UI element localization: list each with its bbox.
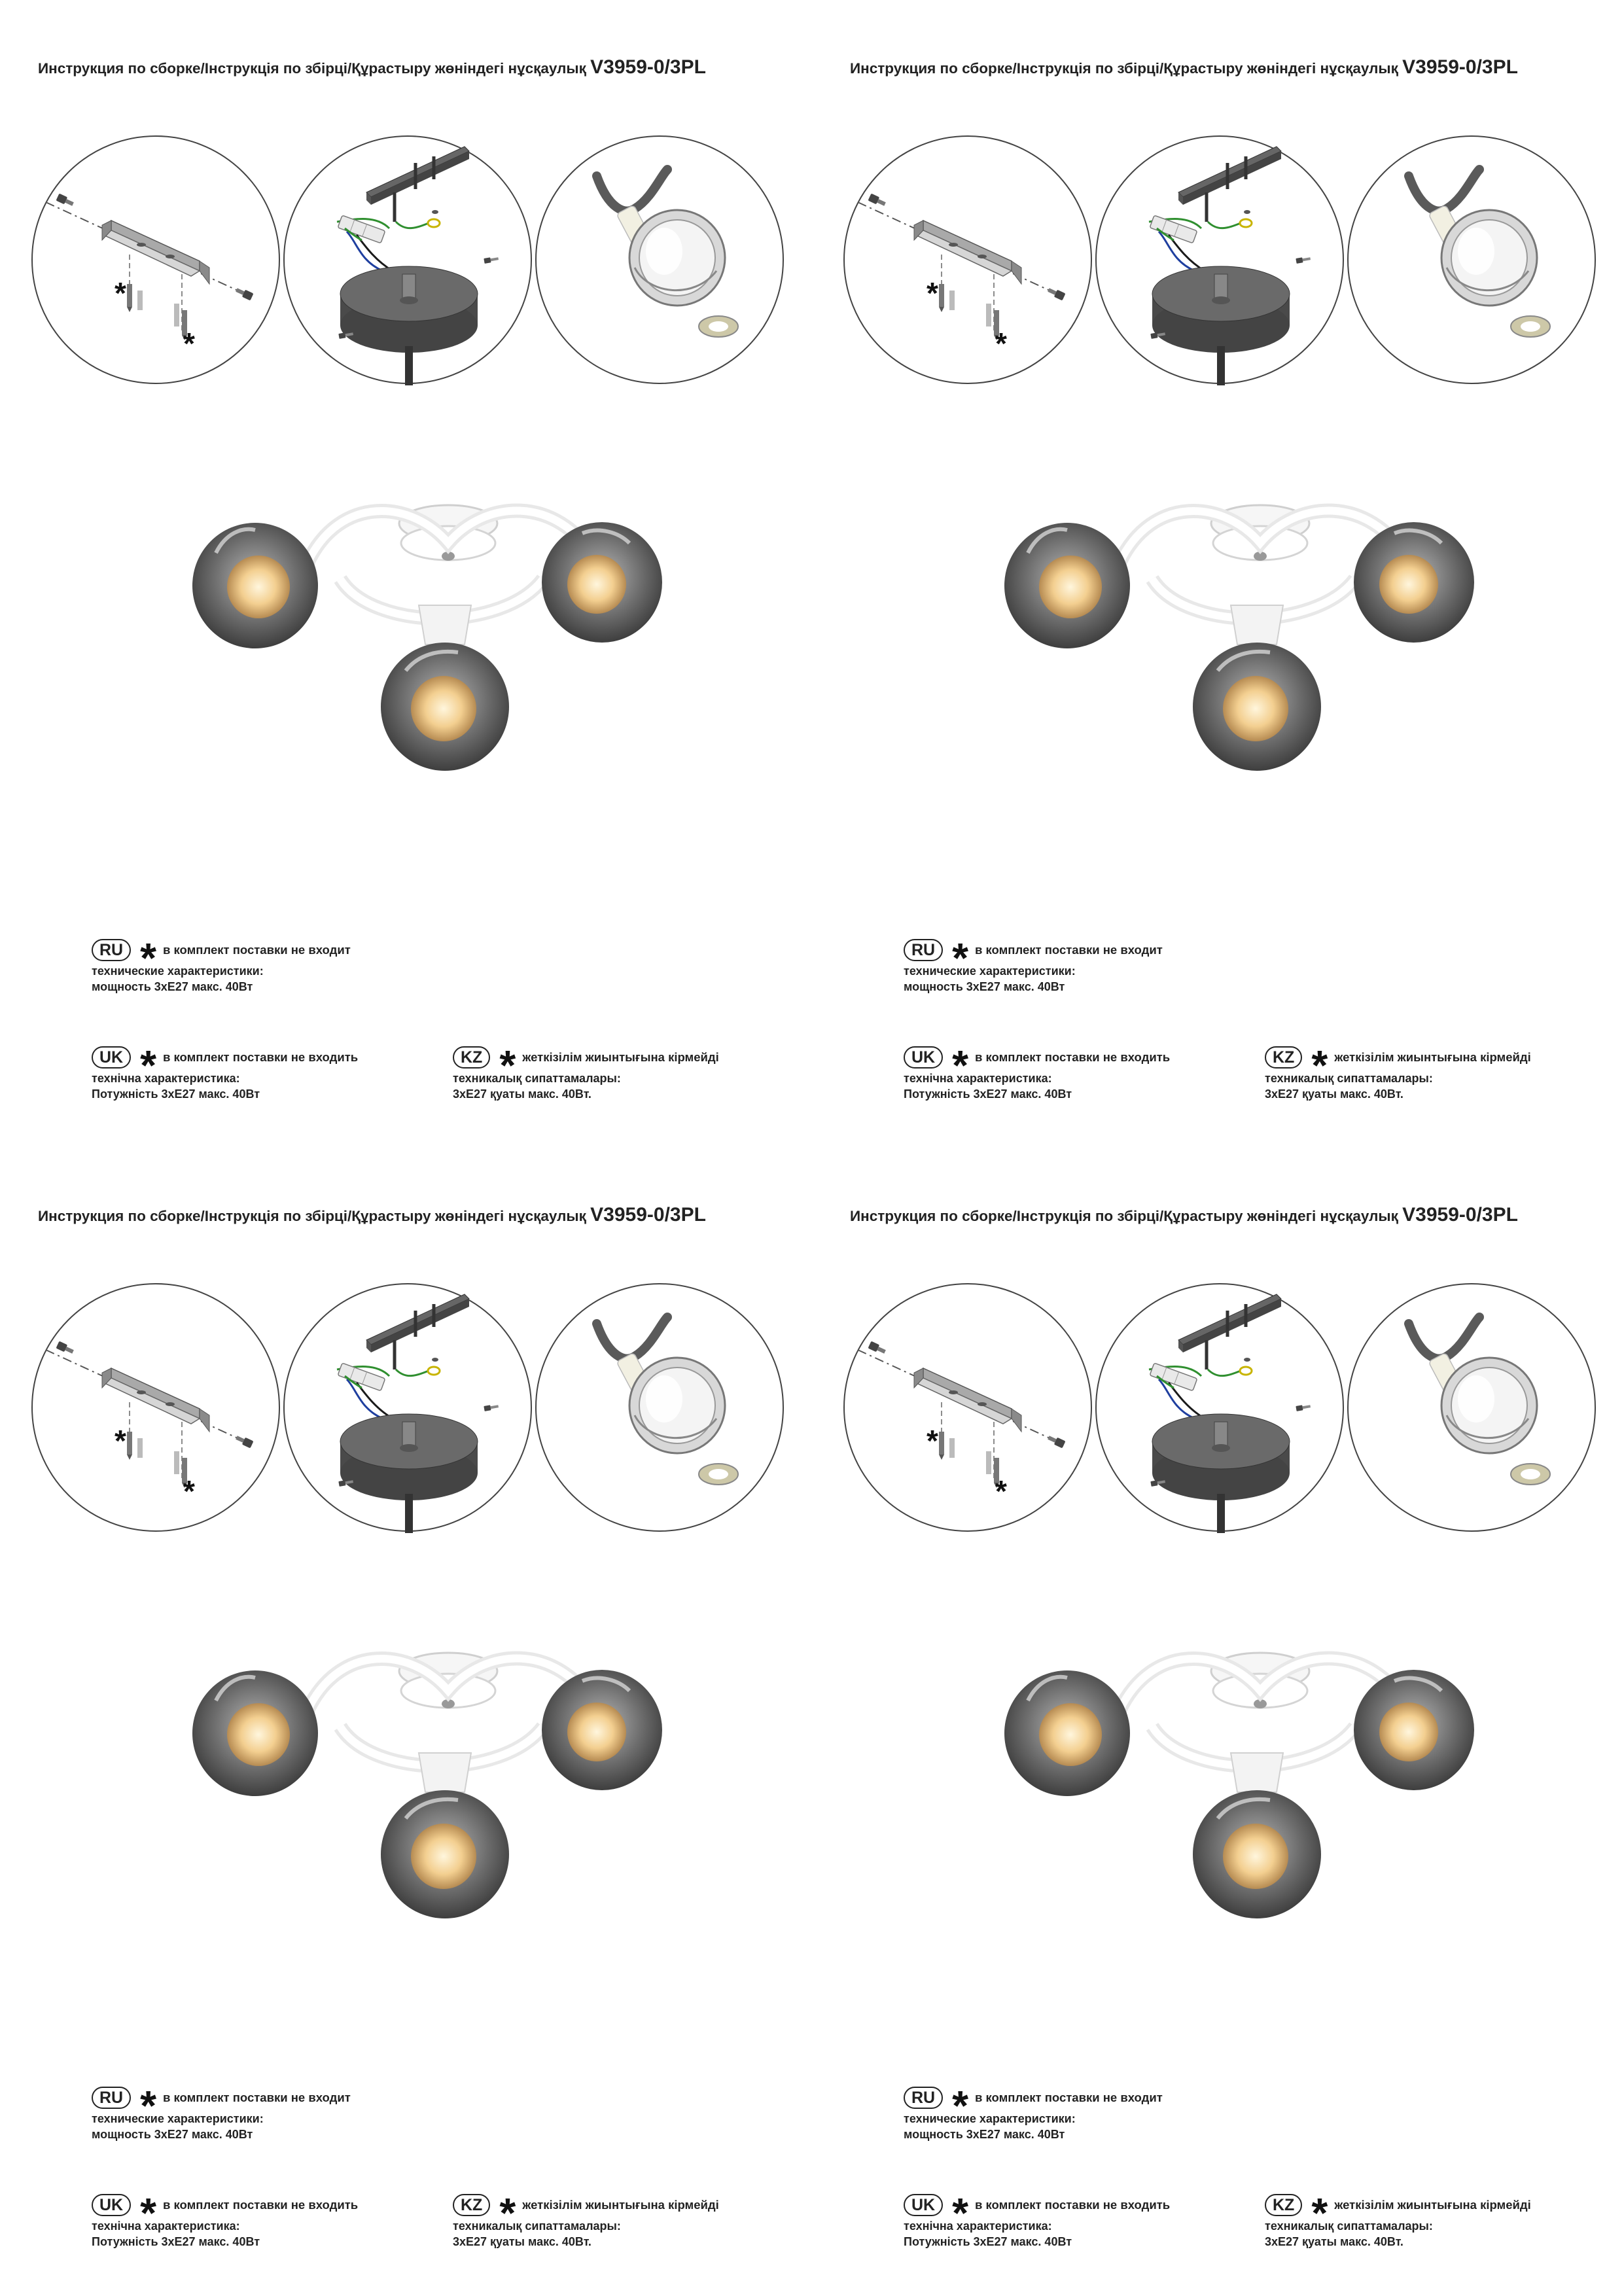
asterisk-mark: *: [140, 2189, 157, 2236]
kz-spec-value: 3хЕ27 қуаты макс. 40Вт.: [453, 2235, 591, 2248]
kz-not-included-text: жеткізілім жиынтығына кірмейді: [522, 2198, 719, 2212]
ru-spec-value: мощность 3хЕ27 макс. 40Вт: [904, 980, 1065, 993]
uk-language-badge: UK: [904, 1046, 943, 1069]
step-2-wiring-canopy-illustration: [283, 135, 532, 384]
uk-not-included-text: в комплект поставки не входить: [163, 1050, 359, 1064]
asterisk-mark: *: [1311, 1042, 1328, 1089]
kz-not-included-text: жеткізілім жиынтығына кірмейді: [1334, 2198, 1531, 2212]
uk-note: [92, 1044, 358, 1102]
asterisk-mark: *: [927, 276, 938, 310]
uk-language-badge: UK: [92, 2194, 131, 2216]
asterisk-mark: *: [140, 1042, 157, 1089]
model-number: V3959-0/3PL: [590, 1204, 706, 1226]
model-number: V3959-0/3PL: [1402, 56, 1518, 78]
instruction-title: [850, 56, 1518, 79]
model-number: V3959-0/3PL: [1402, 1204, 1518, 1226]
step-3-bulb-shade-illustration: [1347, 1283, 1596, 1532]
assembled-chandelier-image: [1002, 481, 1499, 782]
kz-note: [453, 2189, 719, 2250]
step-3-bulb-shade-illustration: [1347, 135, 1596, 384]
asterisk-mark: *: [927, 1424, 938, 1458]
kz-not-included-text: жеткізілім жиынтығына кірмейді: [1334, 1050, 1531, 1064]
uk-spec-title: технічна характеристика:: [904, 1072, 1052, 1085]
ru-language-badge: RU: [904, 2087, 943, 2109]
uk-not-included-text: в комплект поставки не входить: [163, 2198, 359, 2212]
asterisk-mark: *: [183, 327, 195, 361]
kz-spec-title: техникалық сипаттамалары:: [453, 1072, 621, 1085]
uk-not-included-text: в комплект поставки не входить: [975, 1050, 1171, 1064]
asterisk-mark: *: [499, 2189, 516, 2236]
model-number: V3959-0/3PL: [590, 56, 706, 78]
ru-note: [92, 2082, 351, 2142]
ru-not-included-text: в комплект поставки не входит: [163, 2091, 351, 2104]
kz-spec-title: техникалық сипаттамалары:: [1265, 1072, 1433, 1085]
kz-language-badge: KZ: [453, 1046, 490, 1069]
asterisk-mark: *: [952, 1042, 969, 1089]
uk-spec-value: Потужність 3хЕ27 макс. 40Вт: [92, 2235, 260, 2248]
title-text: Инструкция по сборке/Інструкція по збірці/Құрастыру жөніндегі нұсқаулық: [850, 60, 1403, 77]
instruction-title: [38, 1204, 706, 1226]
kz-note: [1265, 2189, 1531, 2250]
uk-spec-value: Потужність 3хЕ27 макс. 40Вт: [904, 1087, 1072, 1101]
kz-spec-title: техникалық сипаттамалары:: [453, 2219, 621, 2233]
step-2-wiring-canopy-illustration: [1095, 1283, 1344, 1532]
ru-note: [92, 934, 351, 995]
kz-spec-value: 3хЕ27 қуаты макс. 40Вт.: [1265, 1087, 1403, 1101]
ru-note: [904, 934, 1163, 995]
asterisk-mark: *: [995, 327, 1007, 361]
uk-spec-title: технічна характеристика:: [904, 2219, 1052, 2233]
step-1-mounting-bracket-illustration: [843, 135, 1092, 384]
asterisk-mark: *: [952, 2082, 969, 2129]
step-1-mounting-bracket-illustration: [31, 1283, 280, 1532]
step-1-mounting-bracket-illustration: [31, 135, 280, 384]
asterisk-mark: *: [499, 1042, 516, 1089]
instruction-sheet-1: [0, 0, 812, 1148]
asterisk-mark: *: [140, 2082, 157, 2129]
asterisk-mark: *: [183, 1474, 195, 1508]
kz-spec-title: техникалық сипаттамалары:: [1265, 2219, 1433, 2233]
asterisk-mark: *: [115, 1424, 126, 1458]
kz-language-badge: KZ: [1265, 2194, 1302, 2216]
kz-not-included-text: жеткізілім жиынтығына кірмейді: [522, 1050, 719, 1064]
uk-spec-title: технічна характеристика:: [92, 2219, 240, 2233]
ru-spec-title: технические характеристики:: [904, 2112, 1076, 2125]
step-1-mounting-bracket-illustration: [843, 1283, 1092, 1532]
instruction-title: [38, 56, 706, 79]
ru-not-included-text: в комплект поставки не входит: [975, 2091, 1163, 2104]
ru-spec-title: технические характеристики:: [92, 2112, 264, 2125]
asterisk-mark: *: [952, 934, 969, 981]
ru-not-included-text: в комплект поставки не входит: [975, 943, 1163, 957]
asterisk-mark: *: [115, 276, 126, 310]
step-3-bulb-shade-illustration: [535, 1283, 784, 1532]
title-text: Инструкция по сборке/Інструкція по збірці/Құрастыру жөніндегі нұсқаулық: [38, 60, 591, 77]
kz-language-badge: KZ: [1265, 1046, 1302, 1069]
kz-language-badge: KZ: [453, 2194, 490, 2216]
asterisk-mark: *: [140, 934, 157, 981]
title-text: Инструкция по сборке/Інструкція по збірці/Құрастыру жөніндегі нұсқаулық: [38, 1208, 591, 1224]
ru-spec-title: технические характеристики:: [92, 964, 264, 978]
uk-language-badge: UK: [904, 2194, 943, 2216]
instruction-sheet-4: [812, 1148, 1624, 2295]
uk-language-badge: UK: [92, 1046, 131, 1069]
assembled-chandelier-image: [190, 1629, 687, 1930]
ru-spec-title: технические характеристики:: [904, 964, 1076, 978]
assembled-chandelier-image: [190, 481, 687, 782]
instruction-title: [850, 1204, 1518, 1226]
ru-language-badge: RU: [904, 939, 943, 961]
asterisk-mark: *: [1311, 2189, 1328, 2236]
ru-spec-value: мощность 3хЕ27 макс. 40Вт: [904, 2128, 1065, 2141]
title-text: Инструкция по сборке/Інструкція по збірці/Құрастыру жөніндегі нұсқаулық: [850, 1208, 1403, 1224]
uk-spec-title: технічна характеристика:: [92, 1072, 240, 1085]
uk-note: [904, 2189, 1171, 2250]
ru-note: [904, 2082, 1163, 2142]
kz-spec-value: 3хЕ27 қуаты макс. 40Вт.: [453, 1087, 591, 1101]
instruction-sheet-2: [812, 0, 1624, 1148]
kz-note: [453, 1044, 719, 1102]
ru-language-badge: RU: [92, 2087, 131, 2109]
kz-note: [1265, 1044, 1531, 1102]
uk-spec-value: Потужність 3хЕ27 макс. 40Вт: [904, 2235, 1072, 2248]
step-2-wiring-canopy-illustration: [1095, 135, 1344, 384]
uk-note: [92, 2189, 359, 2250]
step-2-wiring-canopy-illustration: [283, 1283, 532, 1532]
ru-not-included-text: в комплект поставки не входит: [163, 943, 351, 957]
uk-note: [904, 1044, 1170, 1102]
asterisk-mark: *: [952, 2189, 969, 2236]
uk-spec-value: Потужність 3хЕ27 макс. 40Вт: [92, 1087, 260, 1101]
ru-spec-value: мощность 3хЕ27 макс. 40Вт: [92, 2128, 253, 2141]
step-3-bulb-shade-illustration: [535, 135, 784, 384]
asterisk-mark: *: [995, 1474, 1007, 1508]
assembled-chandelier-image: [1002, 1629, 1499, 1930]
kz-spec-value: 3хЕ27 қуаты макс. 40Вт.: [1265, 2235, 1403, 2248]
ru-spec-value: мощность 3хЕ27 макс. 40Вт: [92, 980, 253, 993]
instruction-sheet-3: [0, 1148, 812, 2295]
uk-not-included-text: в комплект поставки не входить: [975, 2198, 1171, 2212]
ru-language-badge: RU: [92, 939, 131, 961]
